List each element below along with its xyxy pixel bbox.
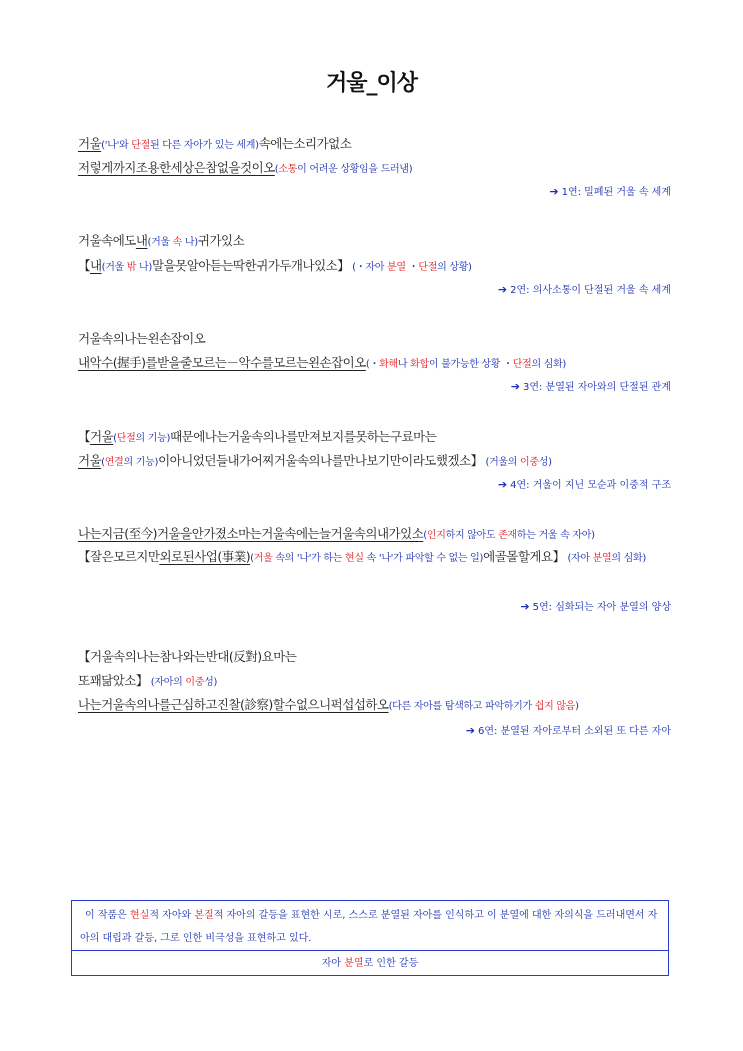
s1-line-1 [78,134,351,152]
s5-line-1: 나는지금(至今)거울을안가졌소마는거울속에는늘거울속의내가있소(인지하지 않아도 존재하는 거울 속 자아) [78,526,595,541]
s1-line-2 [78,158,412,176]
arrow-right-icon: ➔ [520,600,530,613]
arrow-right-icon: ➔ [497,478,508,491]
note: ('나'와 단절된 다른 자아가 있는 세계) [101,140,259,151]
note: (거울 속 나) [147,237,198,248]
s2-line-2: 【내(거울 밖 나)말을못알아듣는딱한귀가두개나있소】 (・자아 분열 ・단절의 상황) [78,258,472,273]
s6-line-2: 또꽤닮았소】 (자아의 이중성) [78,673,218,688]
summary-box-description: 이 작품은 현실적 자아와 본질적 자아의 갈등을 표현한 시로, 스스로 분열된 자아를 인식하고 이 분열에 대한 자의식을 드러내면서 자아의 대립과 갈등, 그로 인한 비극성을 표현하고 있다. [72,901,668,951]
comment: (자아 분열의 심화) [564,553,646,564]
comment: (인지하지 않아도 존재하는 거울 속 자아) [423,530,595,541]
comment: (다른 자아를 탐색하고 파악하기가 쉽지 않음) [388,701,579,712]
s4-summary: ➔ 4연: 거울이 지닌 모순과 이중적 구조 [497,478,671,491]
s1-text: 속에는소리가없소 [258,136,352,151]
s6-line-1: 【거울속의나는참나와는반대(反對)요마는 [78,649,297,664]
s4-line-1: 【거울(단절의 기능)때문에나는거울속의나를만져보지를못하는구료마는 [78,429,437,444]
note: (거울 속의 '나'가 하는 현실 속 '나'가 파악할 수 없는 일) [250,553,484,564]
s2-line-1: 거울속에도내(거울 속 나)귀가있소 [78,233,245,248]
note: (단절의 기능) [113,433,171,444]
s3-summary: ➔ 3연: 분열된 자아와의 단절된 관계 [510,380,671,393]
summary-box-theme: 자아 분열로 인한 갈등 [321,958,419,969]
s5-line-2: 【잘은모르지만외로된사업(事業)(거울 속의 '나'가 하는 현실 속 '나'가 파악할 수 없는 일)에골몰할게요】 (자아 분열의 심화) [78,549,646,564]
s3-line-1: 거울속의나는왼손잡이오 [78,331,206,346]
s3-line-2: 내악수(握手)를받을줄모르는－악수를모르는왼손잡이오(・화해나 화합이 불가능한 상황 ・단절의 심화) [78,355,567,370]
s6-line-3: 나는거울속의나를근심하고진찰(診察)할수없으니퍽섭섭하오(다른 자아를 탐색하고 파악하기가 쉽지 않음) [78,697,579,712]
s5-summary: ➔ 5연: 심화되는 자아 분열의 양상 [520,600,671,613]
comment: (・화해나 화합이 불가능한 상황 ・단절의 심화) [365,359,567,370]
s6-summary: ➔ 6연: 분열된 자아로부터 소외된 또 다른 자아 [465,724,671,737]
arrow-right-icon: ➔ [549,185,559,198]
comment: (자아의 이중성) [147,677,218,688]
poem-title: 거울_이상 [325,71,417,96]
s1-summary: ➔ 1연: 밀폐된 거울 속 세계 [549,185,671,198]
s1-main-text: 거울 [78,136,102,151]
summary-box [71,900,669,976]
note: (연결의 기능) [101,457,159,468]
s4-line-2: 거울(연결의 기능)이아니었던들내가어찌거울속의나를만나보기만이라도했겠소】 (거울의 이중성) [78,453,552,468]
arrow-right-icon: ➔ [497,283,508,296]
s2-summary: ➔ 2연: 의사소통이 단절된 거울 속 세계 [497,283,671,296]
s1-main-text: 저렇게까지조용한세상은참없을것이오 [78,160,275,175]
comment: (거울의 이중성) [482,457,552,468]
note: (거울 밖 나) [101,262,153,273]
arrow-right-icon: ➔ [465,724,475,737]
comment: (・자아 분열 ・단절의 상황) [349,262,472,273]
arrow-right-icon: ➔ [510,380,520,393]
note: (소통이 어려운 상황임을 드러냄) [274,164,413,175]
